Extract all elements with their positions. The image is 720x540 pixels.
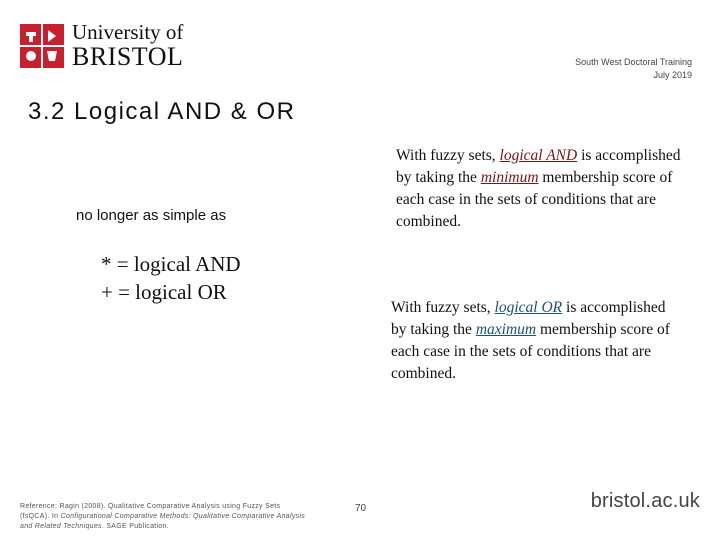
reference-book-title: Configurational Comparative Methods: Qualitative Comparative Analysis and Related Techniques — [20, 513, 306, 530]
and-text-mid: is accomplished by taking the — [396, 147, 681, 186]
page-number: 70 — [355, 503, 367, 514]
slide-title: 3.2 Logical AND & OR — [28, 98, 296, 125]
university-logo — [20, 22, 183, 70]
and-text-pre: With fuzzy sets, — [396, 147, 500, 164]
operator-or: + = logical OR — [101, 280, 227, 304]
reference-c: . SAGE Publication. — [101, 523, 170, 530]
logo-line-bristol: BRISTOL — [72, 42, 184, 71]
logical-or-explanation — [391, 297, 676, 385]
reference-note — [20, 502, 310, 532]
crest-icon — [20, 24, 64, 68]
or-text-post: membership score of each case in the sets of conditions that are combined. — [391, 321, 670, 382]
logo-line-university: University of — [72, 20, 184, 44]
intro-text: no longer as simple as — [76, 207, 227, 224]
or-text-mid: is accomplished by taking the — [391, 299, 666, 338]
logical-and-explanation — [396, 145, 681, 233]
or-score-term: maximum — [475, 321, 537, 338]
operator-and: * = logical AND — [101, 252, 241, 276]
header-info — [575, 56, 692, 82]
department-label: South West Doctoral Training — [575, 57, 692, 67]
and-term: logical AND — [499, 147, 578, 164]
footer-url: bristol.ac.uk — [590, 490, 700, 512]
or-term: logical OR — [494, 299, 563, 316]
and-score-term: minimum — [480, 169, 539, 186]
operator-list — [101, 250, 241, 306]
reference-a: Reference: Ragin (2008). Qualitative Comparative Analysis using Fuzzy Sets (fsQCA). In — [20, 503, 281, 520]
and-text-post: membership score of each case in the sets of conditions that are combined. — [396, 169, 673, 230]
date-label: July 2019 — [653, 70, 692, 80]
or-text-pre: With fuzzy sets, — [391, 299, 495, 316]
